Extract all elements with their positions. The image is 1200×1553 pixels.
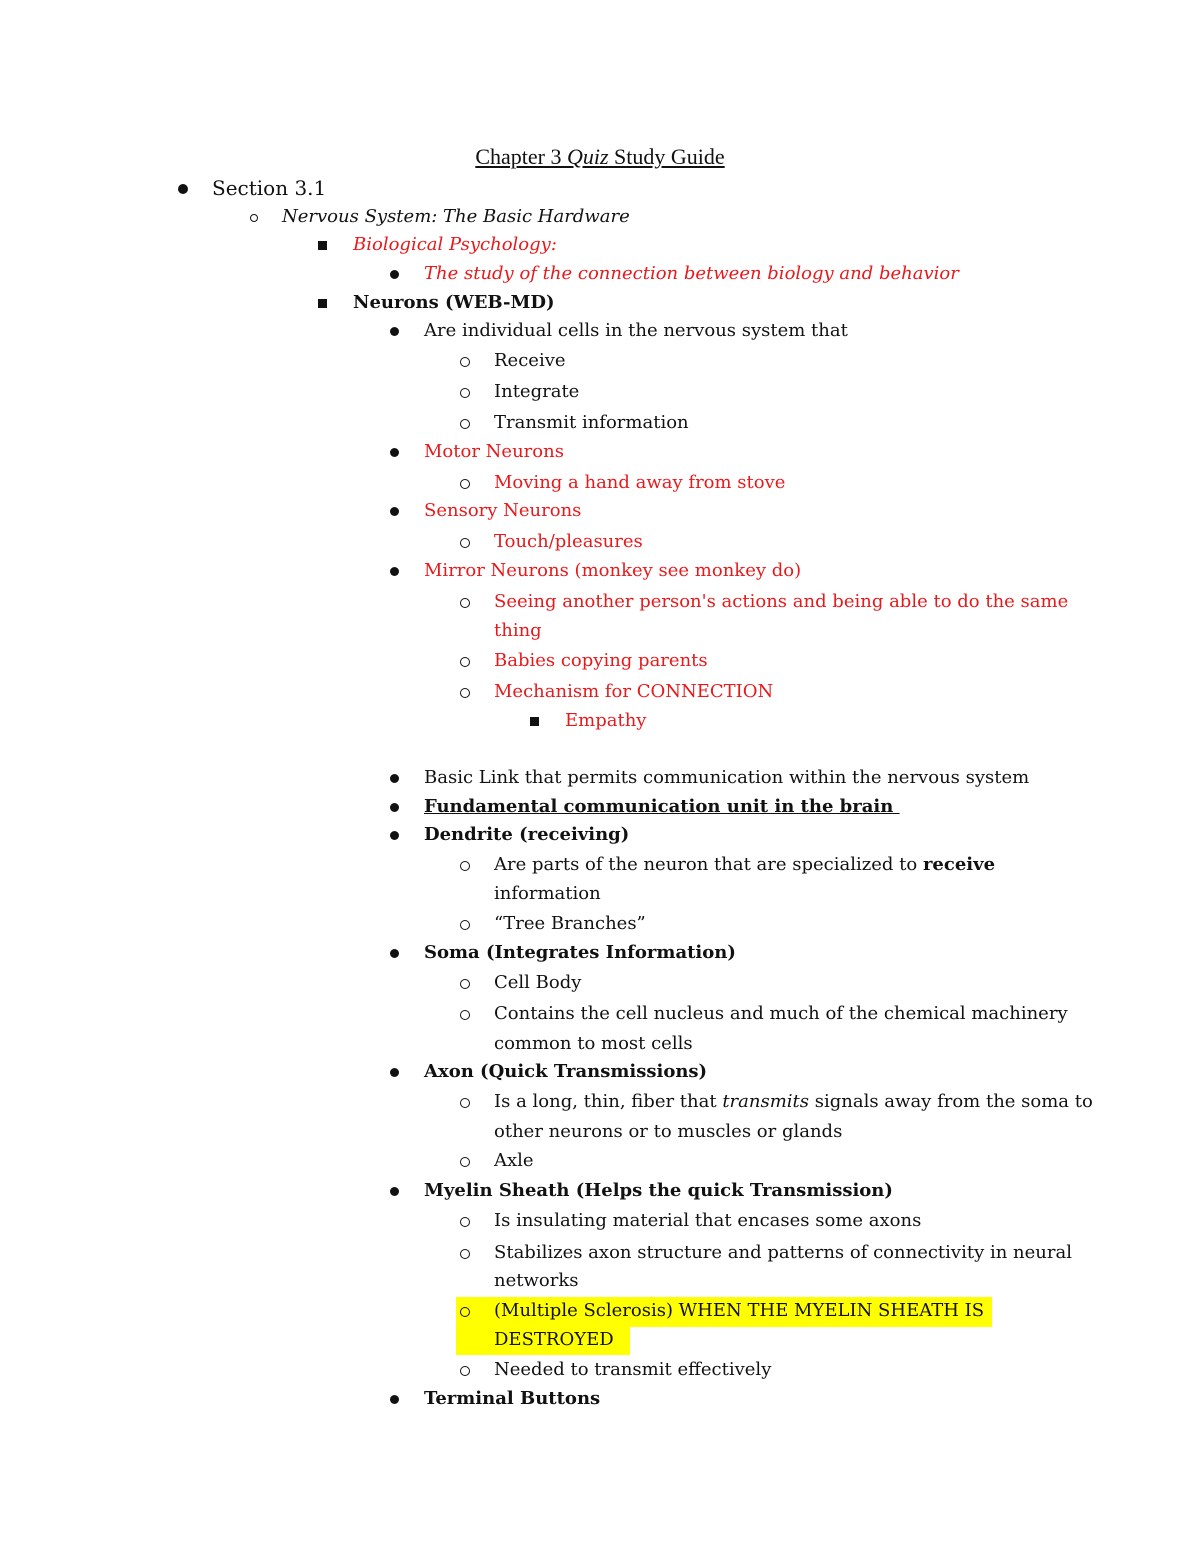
bullet-square-icon <box>318 289 327 317</box>
bullet-ring-icon <box>460 1088 470 1117</box>
bullet-ring-icon <box>460 1000 470 1029</box>
bullet-ring-icon <box>460 647 470 676</box>
document-page: Chapter 3 Quiz Study Guide Section 3.1 Nervous System: The Basic Hardware Biological Psychology: The study of the connection between biology and behavior Neurons (WEB-MD) Are individual cells in the nervous system that Receive Integrate Transmit information Motor Neurons Moving a hand away from stove Sensory Neurons Touch/pleasures Mirror Neurons (monkey see monkey do) Seeing another person's actions and being able to do the same thing Babies copying parents Mechanism for CONNECTION Empathy Basic Link that permits communication within the nervous system Fundamental communication unit in the brain Dendrite (receiving) Are parts of the neuron that are specialized to receive information “Tree Branches” Soma (Integrates Information) Cell Body Contains the cell nucleus and much of the chemical machinery common to most cells Axon (Quick Transmissions) Is a long, thin, fiber that transmits signals away from the soma to other neurons or to muscles or glands Axle Myelin Sheath (Helps the quick Transmission) Is insulating material that encases some axons Stabilizes axon structure and patterns of connectivity in neural networks (Multiple Sclerosis) WHEN THE MYELIN SHEATH IS DESTROYED Needed to transmit effectively Terminal Buttons <box>0 0 1200 1553</box>
bullet-square-icon <box>318 231 327 259</box>
bullet-disc-icon <box>390 1177 399 1205</box>
bullet-ring-icon <box>250 203 258 231</box>
bullet-ring-icon <box>460 528 470 557</box>
bullet-ring-icon <box>460 678 470 707</box>
bullet-square-icon <box>530 707 539 735</box>
bullet-disc-icon <box>390 438 399 466</box>
bullet-disc-icon <box>390 764 399 792</box>
page-title: Chapter 3 Quiz Study Guide <box>475 144 725 169</box>
bullet-disc-icon <box>390 793 399 821</box>
bullet-disc-icon <box>390 497 399 525</box>
bullet-disc-icon <box>390 1385 399 1413</box>
bullet-ring-icon <box>460 378 470 407</box>
bullet-ring-icon <box>460 969 470 998</box>
bullet-disc-icon <box>390 317 399 345</box>
bullet-ring-icon <box>460 409 470 438</box>
bullet-disc-icon <box>390 939 399 967</box>
bullet-ring-icon <box>460 588 470 617</box>
bullet-ring-icon <box>460 851 470 880</box>
bullet-ring-icon <box>460 910 470 939</box>
bullet-ring-icon <box>460 1207 470 1236</box>
bullet-ring-icon <box>460 1356 470 1385</box>
bullet-disc-icon <box>178 174 188 203</box>
bullet-ring-icon <box>460 1147 470 1176</box>
bullet-disc-icon <box>390 821 399 849</box>
bullet-disc-icon <box>390 1058 399 1086</box>
bullet-disc-icon <box>390 260 399 288</box>
bullet-ring-icon <box>460 469 470 498</box>
bullet-ring-icon <box>460 1239 470 1268</box>
bullet-disc-icon <box>390 557 399 585</box>
bullet-ring-icon <box>460 1297 470 1326</box>
bullet-ring-icon <box>460 347 470 376</box>
